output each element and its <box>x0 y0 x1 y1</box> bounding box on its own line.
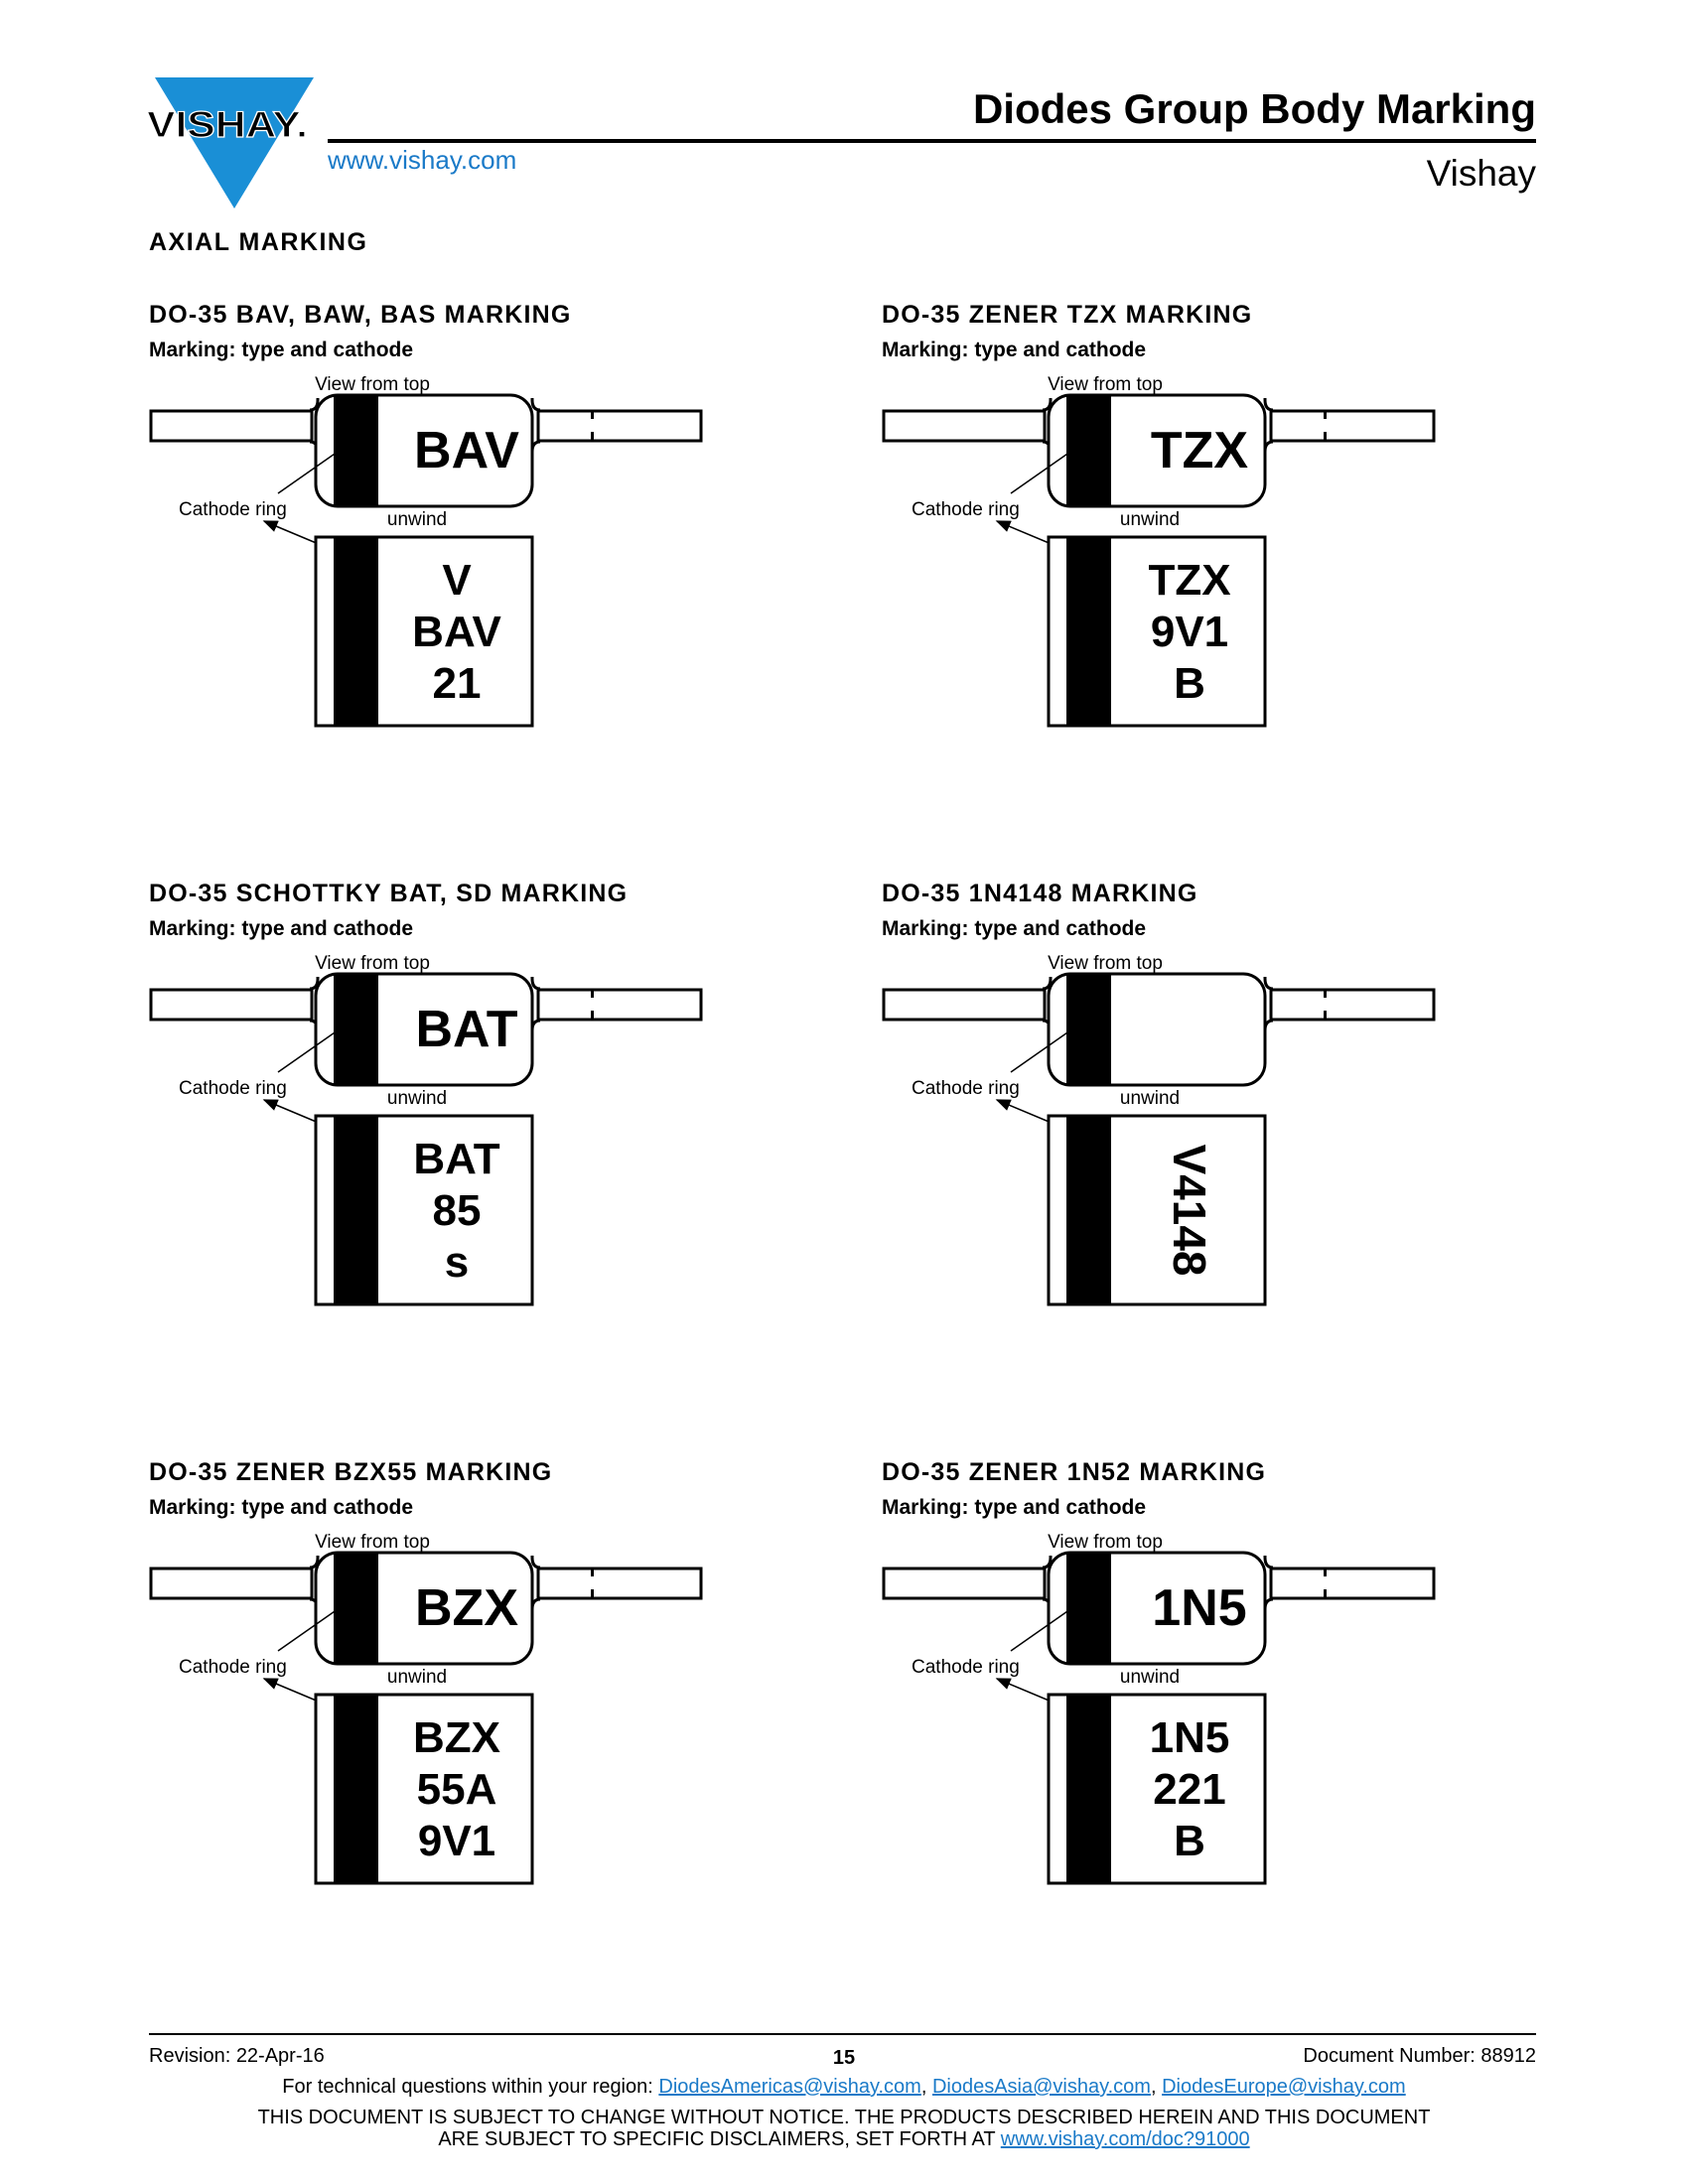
unwound-cathode-band <box>1066 1116 1111 1304</box>
unwound-marking-line: s <box>444 1238 470 1287</box>
diode-diagram <box>882 370 1458 787</box>
block-title: DO-35 1N4148 MARKING <box>882 880 1198 907</box>
unwound-cathode-band <box>1066 537 1111 726</box>
unwound-marking-rotated: V4148 <box>1163 1144 1215 1277</box>
diode-top-view <box>151 395 701 506</box>
lead-right <box>1271 411 1434 441</box>
block-title: DO-35 SCHOTTKY BAT, SD MARKING <box>149 880 629 907</box>
cathode-band <box>334 396 378 505</box>
unwound-marking-line: 55A <box>416 1765 497 1814</box>
unwound-marking-line: 21 <box>432 659 482 708</box>
unwound-label <box>1049 1695 1265 1883</box>
revision-date: Revision: 22-Apr-16 <box>149 2045 325 2067</box>
unwound-label <box>316 537 532 726</box>
unwound-marking-line: 9V1 <box>1150 608 1229 656</box>
marking-block <box>882 1458 1577 2024</box>
lead-tick <box>1324 432 1327 441</box>
top-marking-text: BAV <box>414 422 519 479</box>
block-subtitle: Marking: type and cathode <box>149 339 414 361</box>
unwound-marking-line: BAV <box>412 608 501 656</box>
lead-tick <box>1324 410 1327 419</box>
cathode-band <box>1066 1554 1111 1663</box>
block-title: DO-35 ZENER BZX55 MARKING <box>149 1458 553 1486</box>
block-subtitle: Marking: type and cathode <box>149 1496 414 1519</box>
lead-right <box>1271 990 1434 1020</box>
lead-right <box>538 1569 701 1598</box>
block-subtitle: Marking: type and cathode <box>882 339 1147 361</box>
cathode-band <box>334 1554 378 1663</box>
diode-top-view <box>151 1553 701 1664</box>
lead-tick <box>1324 989 1327 998</box>
lead-tick <box>591 1589 594 1598</box>
diode-diagram <box>149 1528 725 1945</box>
top-marking-text: BAT <box>415 1001 518 1058</box>
unwound-marking-line: V <box>442 556 472 605</box>
block-subtitle: Marking: type and cathode <box>882 1496 1147 1519</box>
marking-block <box>882 301 1577 867</box>
marking-block <box>149 301 844 867</box>
cathode-band <box>334 975 378 1084</box>
view-from-top-label: View from top <box>315 953 430 974</box>
unwound-marking-line: BAT <box>413 1135 500 1183</box>
cathode-ring-label: Cathode ring <box>912 1078 1020 1099</box>
header-divider <box>328 139 1536 143</box>
view-from-top-label: View from top <box>1048 953 1163 974</box>
logo-text: VISHAY. <box>147 104 308 145</box>
block-title: DO-35 ZENER TZX MARKING <box>882 301 1253 329</box>
unwound-label <box>1049 537 1265 726</box>
lead-left <box>884 1569 1045 1598</box>
unwound-label <box>1049 1116 1265 1304</box>
unwind-label: unwind <box>386 509 448 530</box>
unwound-label <box>316 1116 532 1304</box>
header-url-link[interactable]: www.vishay.com <box>328 145 517 175</box>
block-title: DO-35 BAV, BAW, BAS MARKING <box>149 301 572 329</box>
top-marking-text: BZX <box>415 1579 518 1637</box>
lead-tick <box>591 432 594 441</box>
diode-diagram <box>149 949 725 1366</box>
marking-block <box>149 1458 844 2024</box>
unwound-marking-line: 1N5 <box>1149 1713 1230 1762</box>
block-subtitle: Marking: type and cathode <box>149 917 414 940</box>
company-name: Vishay <box>1426 153 1536 194</box>
diode-top-view <box>151 974 701 1085</box>
vishay-logo <box>147 75 326 212</box>
cathode-band <box>1066 975 1111 1084</box>
unwound-cathode-band <box>334 537 378 726</box>
unwind-label: unwind <box>1119 509 1181 530</box>
unwound-marking-line: B <box>1174 659 1205 708</box>
unwound-marking-line: 85 <box>432 1186 482 1235</box>
unwind-label: unwind <box>1119 1088 1181 1109</box>
lead-right <box>1271 1569 1434 1598</box>
footer-divider <box>149 2033 1536 2035</box>
unwound-marking-line: 221 <box>1153 1765 1226 1814</box>
email-asia-link[interactable]: DiodesAsia@vishay.com <box>931 2076 1151 2098</box>
unwind-label: unwind <box>1119 1667 1181 1688</box>
disclaimer-link[interactable]: www.vishay.com/doc?91000 <box>1000 2128 1250 2150</box>
lead-tick <box>591 989 594 998</box>
diode-diagram <box>149 370 725 787</box>
support-prefix: For technical questions within your region: <box>282 2076 659 2098</box>
cathode-ring-label: Cathode ring <box>912 499 1020 520</box>
view-from-top-label: View from top <box>1048 374 1163 395</box>
page-title: Diodes Group Body Marking <box>972 85 1536 132</box>
lead-left <box>151 1569 312 1598</box>
support-line <box>0 2076 1688 2099</box>
lead-tick <box>591 410 594 419</box>
block-subtitle: Marking: type and cathode <box>882 917 1147 940</box>
disclaimer-line-1: THIS DOCUMENT IS SUBJECT TO CHANGE WITHOUT NOTICE. THE PRODUCTS DESCRIBED HEREIN AND THIS DOCUMENT <box>257 2107 1431 2128</box>
lead-right <box>538 990 701 1020</box>
lead-tick <box>591 1568 594 1576</box>
unwound-marking-line: B <box>1174 1817 1205 1865</box>
diode-top-view <box>884 974 1434 1085</box>
top-marking-text: 1N5 <box>1152 1579 1247 1637</box>
cathode-ring-label: Cathode ring <box>179 1657 287 1678</box>
marking-block <box>149 880 844 1445</box>
lead-tick <box>1324 1011 1327 1020</box>
lead-left <box>151 990 312 1020</box>
unwound-marking-line: BZX <box>413 1713 500 1762</box>
disclaimer-line-2 <box>0 2128 1688 2151</box>
lead-tick <box>1324 1568 1327 1576</box>
lead-left <box>884 411 1045 441</box>
email-americas-link[interactable]: DiodesAmericas@vishay.com <box>658 2076 921 2098</box>
diode-diagram <box>882 1528 1458 1945</box>
top-marking-text: TZX <box>1150 422 1249 479</box>
marking-block <box>882 880 1577 1445</box>
cathode-ring-label: Cathode ring <box>912 1657 1020 1678</box>
unwound-cathode-band <box>334 1116 378 1304</box>
unwind-label: unwind <box>386 1088 448 1109</box>
separator: , <box>1150 2076 1163 2098</box>
lead-tick <box>591 1011 594 1020</box>
cathode-ring-label: Cathode ring <box>179 1078 287 1099</box>
lead-left <box>884 990 1045 1020</box>
unwound-cathode-band <box>1066 1695 1111 1883</box>
email-europe-link[interactable]: DiodesEurope@vishay.com <box>1162 2076 1406 2098</box>
view-from-top-label: View from top <box>1048 1532 1163 1553</box>
view-from-top-label: View from top <box>315 374 430 395</box>
separator: , <box>920 2076 932 2098</box>
unwound-marking-line: 9V1 <box>417 1817 496 1865</box>
unwound-cathode-band <box>334 1695 378 1883</box>
document-number: Document Number: 88912 <box>1303 2045 1536 2067</box>
diode-diagram <box>882 949 1458 1366</box>
cathode-ring-label: Cathode ring <box>179 499 287 520</box>
cathode-band <box>1066 396 1111 505</box>
view-from-top-label: View from top <box>315 1532 430 1553</box>
diode-top-view <box>884 1553 1434 1664</box>
unwound-marking-line: TZX <box>1148 556 1231 605</box>
unwind-label: unwind <box>386 1667 448 1688</box>
disclaimer-prefix: ARE SUBJECT TO SPECIFIC DISCLAIMERS, SET FORTH AT <box>438 2128 1001 2150</box>
lead-left <box>151 411 312 441</box>
diode-top-view <box>884 395 1434 506</box>
lead-tick <box>1324 1589 1327 1598</box>
page-number: 15 <box>832 2047 856 2069</box>
section-heading: AXIAL MARKING <box>149 228 368 256</box>
block-title: DO-35 ZENER 1N52 MARKING <box>882 1458 1267 1486</box>
unwound-label <box>316 1695 532 1883</box>
lead-right <box>538 411 701 441</box>
